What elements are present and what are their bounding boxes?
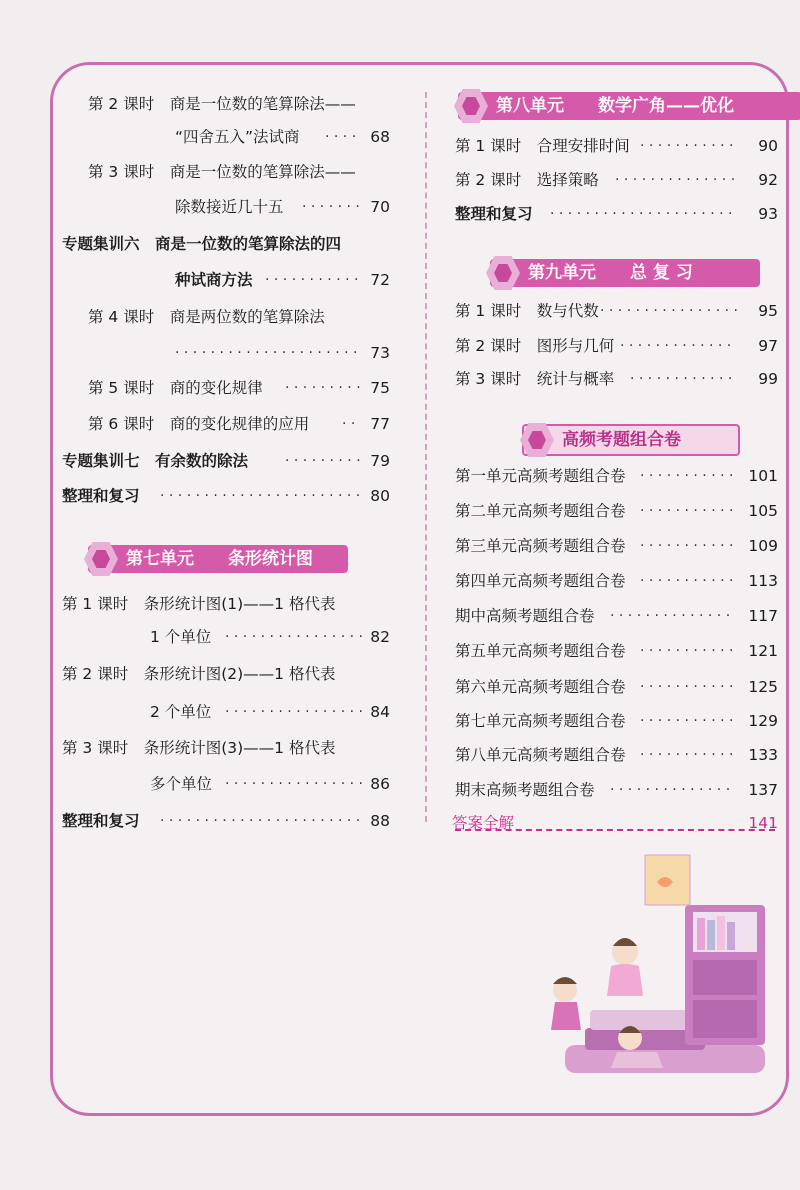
toc-entry-label: “四舍五入”法试商 bbox=[175, 128, 300, 146]
page-number: 68 bbox=[370, 128, 390, 146]
open-book bbox=[611, 1052, 663, 1068]
toc-entry[interactable] bbox=[62, 451, 248, 471]
page-number: 75 bbox=[370, 379, 390, 397]
page-number: 117 bbox=[748, 607, 778, 625]
toc-entry[interactable] bbox=[455, 745, 626, 765]
page-number: 101 bbox=[748, 467, 778, 485]
toc-entry-label: 第 3 课时 商是一位数的笔算除法—— bbox=[88, 163, 356, 181]
toc-entry[interactable] bbox=[150, 702, 211, 722]
toc-entry-label: 第 2 课时 商是一位数的笔算除法—— bbox=[88, 95, 356, 113]
page-number: 109 bbox=[748, 537, 778, 555]
page-number: 72 bbox=[370, 271, 390, 289]
page-number: 133 bbox=[748, 746, 778, 764]
toc-entry[interactable] bbox=[455, 641, 626, 661]
toc-entry[interactable] bbox=[455, 301, 599, 321]
page-number: 129 bbox=[748, 712, 778, 730]
leader-dots bbox=[225, 774, 365, 794]
toc-entry[interactable] bbox=[88, 414, 309, 434]
leader-dots bbox=[175, 343, 365, 363]
toc-entry[interactable] bbox=[62, 811, 140, 831]
leader-dots bbox=[640, 711, 735, 731]
toc-entry[interactable] bbox=[88, 94, 356, 114]
unit8-banner bbox=[458, 92, 800, 120]
banner-title: 高频考题组合卷 bbox=[562, 430, 681, 450]
page-number: 97 bbox=[758, 337, 778, 355]
toc-entry[interactable] bbox=[455, 606, 595, 626]
toc-entry-label: 第 6 课时 商的变化规律的应用 bbox=[88, 415, 310, 433]
leader-dots bbox=[640, 677, 735, 697]
page-number: 73 bbox=[370, 344, 390, 362]
toc-entry[interactable] bbox=[455, 466, 626, 486]
toc-entry-label: 1 个单位 bbox=[150, 628, 212, 646]
page-number: 86 bbox=[370, 775, 390, 793]
page-number: 77 bbox=[370, 415, 390, 433]
child-hair bbox=[613, 938, 637, 946]
child-hair bbox=[553, 977, 577, 984]
book-spine bbox=[717, 916, 725, 950]
page-number: 88 bbox=[370, 812, 390, 830]
leader-dots bbox=[640, 571, 735, 591]
banner-title: 第七单元 条形统计图 bbox=[126, 549, 313, 569]
toc-entry-label: 专题集训七 有余数的除法 bbox=[62, 452, 249, 470]
page-number: 84 bbox=[370, 703, 390, 721]
leader-dots bbox=[640, 745, 735, 765]
toc-entry[interactable] bbox=[455, 204, 533, 224]
toc-entry-label: 第 4 课时 商是两位数的笔算除法 bbox=[88, 308, 325, 326]
toc-entry-label: 整理和复习 bbox=[62, 812, 140, 830]
toc-entry-label: 整理和复习 bbox=[62, 487, 140, 505]
leader-dots bbox=[610, 606, 735, 626]
toc-entry-label: 第 3 课时 统计与概率 bbox=[455, 370, 615, 388]
hexagon-icon bbox=[84, 542, 118, 576]
child-outfit bbox=[551, 1002, 581, 1030]
toc-entry-label: 2 个单位 bbox=[150, 703, 212, 721]
book-spine bbox=[707, 920, 715, 950]
toc-entry[interactable] bbox=[455, 501, 626, 521]
toc-entry-label: 第一单元高频考题组合卷 bbox=[455, 467, 626, 485]
toc-entry-label: 第 2 课时 选择策略 bbox=[455, 171, 599, 189]
toc-entry-label: 第 3 课时 条形统计图(3)——1 格代表 bbox=[62, 739, 336, 757]
exam-banner bbox=[522, 424, 740, 456]
toc-entry[interactable] bbox=[455, 136, 630, 156]
leader-dots bbox=[550, 204, 740, 224]
page-number: 121 bbox=[748, 642, 778, 660]
leader-dots bbox=[610, 780, 735, 800]
toc-entry[interactable] bbox=[455, 571, 626, 591]
page-number: 95 bbox=[758, 302, 778, 320]
children-reading-illustration bbox=[525, 850, 775, 1090]
leader-dots bbox=[640, 641, 735, 661]
hexagon-icon bbox=[454, 89, 488, 123]
toc-entry[interactable] bbox=[175, 270, 253, 290]
toc-entry-label: 第六单元高频考题组合卷 bbox=[455, 678, 626, 696]
banner-title: 第九单元 总 复 习 bbox=[528, 263, 693, 283]
toc-entry[interactable] bbox=[175, 127, 300, 147]
toc-entry-label: 第 5 课时 商的变化规律 bbox=[88, 379, 263, 397]
toc-entry-label: 专题集训六 商是一位数的笔算除法的四 bbox=[62, 235, 342, 253]
book-spine bbox=[727, 922, 735, 950]
toc-entry[interactable] bbox=[455, 336, 614, 356]
leader-dots bbox=[640, 466, 735, 486]
toc-entry[interactable] bbox=[150, 627, 211, 647]
toc-entry[interactable] bbox=[62, 486, 140, 506]
toc-entry[interactable] bbox=[455, 536, 626, 556]
book-stack bbox=[590, 1010, 690, 1030]
toc-entry-label: 第 2 课时 图形与几何 bbox=[455, 337, 615, 355]
toc-entry[interactable] bbox=[455, 170, 599, 190]
toc-entry-label: 第二单元高频考题组合卷 bbox=[455, 502, 626, 520]
page-number: 92 bbox=[758, 171, 778, 189]
page-number: 125 bbox=[748, 678, 778, 696]
toc-entry-label: 答案全解 bbox=[452, 814, 515, 832]
page-number: 105 bbox=[748, 502, 778, 520]
toc-entry-label: 种试商方法 bbox=[175, 271, 253, 289]
shelf-drawer bbox=[693, 1000, 757, 1038]
toc-entry[interactable] bbox=[62, 234, 341, 254]
leader-dots bbox=[160, 486, 365, 506]
toc-entry[interactable] bbox=[455, 711, 626, 731]
toc-entry[interactable] bbox=[62, 594, 335, 614]
leader-dots bbox=[225, 702, 365, 722]
toc-entry[interactable] bbox=[175, 197, 284, 217]
toc-entry[interactable] bbox=[62, 664, 335, 684]
toc-entry-label: 第 1 课时 条形统计图(1)——1 格代表 bbox=[62, 595, 336, 613]
toc-entry-label: 期末高频考题组合卷 bbox=[455, 781, 595, 799]
leader-dots bbox=[640, 501, 735, 521]
toc-entry-label: 多个单位 bbox=[150, 775, 213, 793]
leader-dots bbox=[640, 136, 740, 156]
toc-entry-label: 第 1 课时 数与代数 bbox=[455, 302, 599, 320]
page-number: 79 bbox=[370, 452, 390, 470]
toc-entry-label: 除数接近几十五 bbox=[175, 198, 284, 216]
leader-dots bbox=[225, 627, 365, 647]
page-number: 93 bbox=[758, 205, 778, 223]
toc-entry[interactable] bbox=[88, 378, 263, 398]
toc-entry-label: 整理和复习 bbox=[455, 205, 533, 223]
page-number: 137 bbox=[748, 781, 778, 799]
answer-dashed-line bbox=[455, 829, 775, 831]
toc-entry[interactable] bbox=[455, 677, 626, 697]
page-number: 82 bbox=[370, 628, 390, 646]
shelf-drawer bbox=[693, 960, 757, 995]
page-number: 141 bbox=[748, 814, 778, 832]
toc-entry-label: 第七单元高频考题组合卷 bbox=[455, 712, 626, 730]
leader-dots bbox=[615, 170, 740, 190]
toc-entry[interactable] bbox=[62, 738, 335, 758]
toc-entry[interactable] bbox=[455, 780, 595, 800]
toc-entry-label: 第八单元高频考题组合卷 bbox=[455, 746, 626, 764]
toc-entry[interactable] bbox=[455, 369, 614, 389]
toc-entry-label: 第 1 课时 合理安排时间 bbox=[455, 137, 630, 155]
leader-dots bbox=[600, 301, 740, 321]
column-divider bbox=[425, 92, 428, 822]
toc-entry-label: 期中高频考题组合卷 bbox=[455, 607, 595, 625]
banner-title: 第八单元 数学广角——优化 bbox=[496, 96, 734, 116]
leader-dots bbox=[160, 811, 365, 831]
toc-entry-label: 第五单元高频考题组合卷 bbox=[455, 642, 626, 660]
unit9-banner bbox=[490, 259, 760, 287]
leader-dots bbox=[620, 336, 740, 356]
toc-entry-label: 第三单元高频考题组合卷 bbox=[455, 537, 626, 555]
page-number: 70 bbox=[370, 198, 390, 216]
page-number: 90 bbox=[758, 137, 778, 155]
toc-entry-label: 第四单元高频考题组合卷 bbox=[455, 572, 626, 590]
page-number: 113 bbox=[748, 572, 778, 590]
toc-entry[interactable] bbox=[150, 774, 212, 794]
page-number: 99 bbox=[758, 370, 778, 388]
toc-entry[interactable] bbox=[88, 162, 356, 182]
unit7-banner bbox=[88, 545, 348, 573]
page-number: 80 bbox=[370, 487, 390, 505]
leader-dots bbox=[640, 536, 735, 556]
toc-entry-label: 第 2 课时 条形统计图(2)——1 格代表 bbox=[62, 665, 336, 683]
toc-entry[interactable] bbox=[88, 307, 325, 327]
hexagon-icon bbox=[486, 256, 520, 290]
leader-dots bbox=[630, 369, 740, 389]
book-spine bbox=[697, 918, 705, 950]
child-dress bbox=[607, 964, 643, 996]
hexagon-icon bbox=[520, 423, 554, 457]
